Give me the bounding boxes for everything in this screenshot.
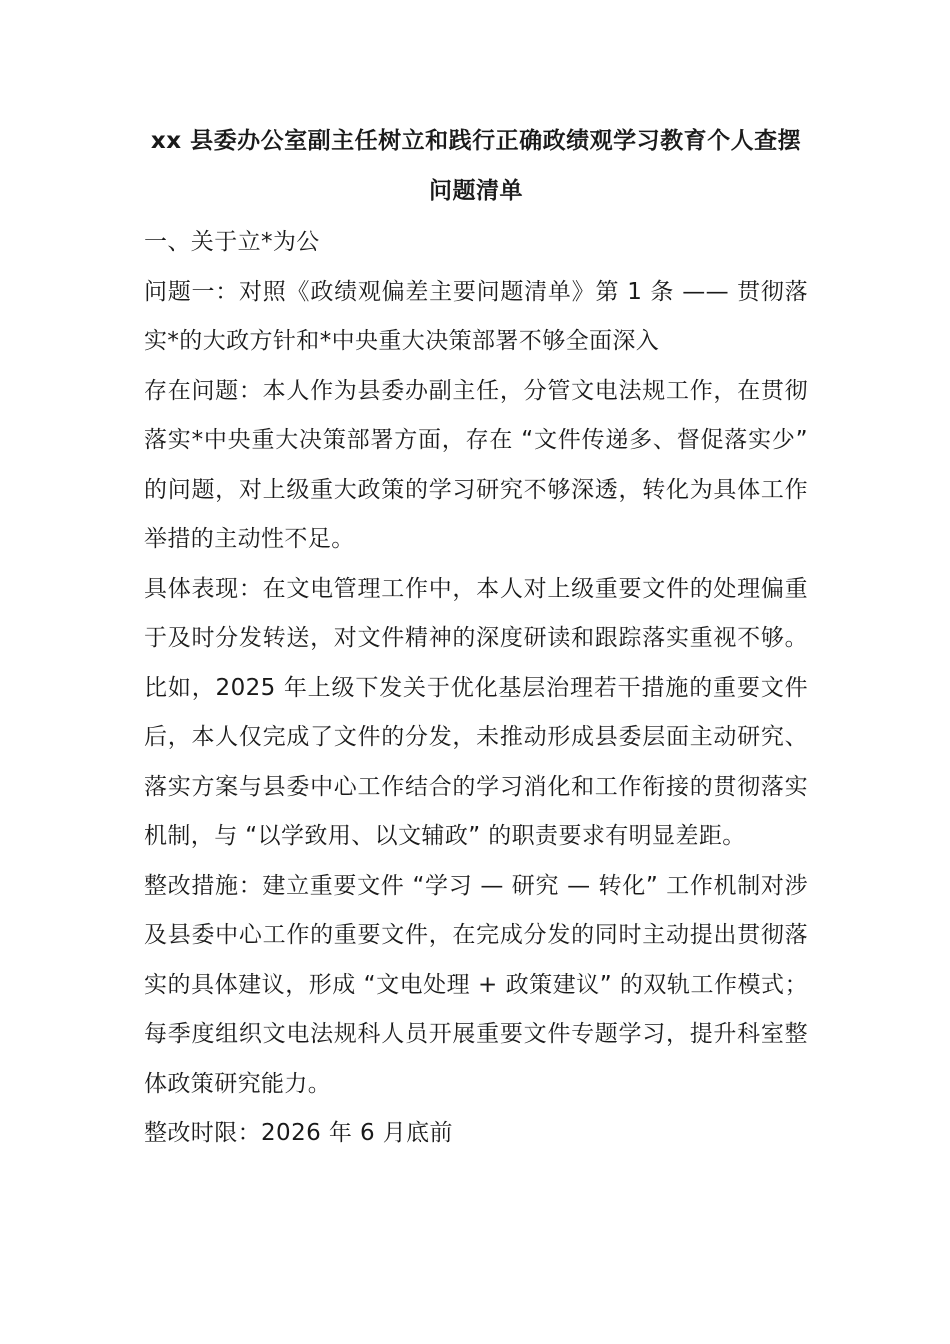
section-heading: 一、关于立*为公: [144, 229, 320, 255]
document-title: [144, 116, 808, 216]
specific-manifestation-paragraph: 具体表现：在文电管理工作中，本人对上级重要文件的处理偏重于及时分发转送，对文件精神的深度研读和跟踪落实重视不够。比如，2025 年上级下发关于优化基层治理若干措施的重要文件后，本人仅完成了文件的分发，未推动形成县委层面主动研究、落实方案与县委中心工作结合的学习消化和工作衔接的贯彻落实机制，与 “以学致用、以文辅政” 的职责要求有明显差距。: [144, 575, 808, 849]
title-line-1: xx 县委办公室副主任树立和践行正确政绩观学习教育个人查摆: [150, 128, 802, 154]
document-body: [144, 116, 808, 1159]
existing-problem-paragraph: 存在问题：本人作为县委办副主任，分管文电法规工作，在贯彻落实*中央重大决策部署方面，存在 “文件传递多、督促落实少” 的问题，对上级重大政策的学习研究不够深透，转化为具体工作举措的主动性不足。: [144, 377, 808, 552]
rectification-deadline-paragraph: 整改时限：2026 年 6 月底前: [144, 1120, 453, 1146]
problem-heading-paragraph: 问题一：对照《政绩观偏差主要问题清单》第 1 条 —— 贯彻落实*的大政方针和*中央重大决策部署不够全面深入: [144, 278, 808, 354]
title-line-2: 问题清单: [429, 178, 523, 204]
rectification-measures-paragraph: 整改措施：建立重要文件 “学习 — 研究 — 转化” 工作机制对涉及县委中心工作的重要文件，在完成分发的同时主动提出贯彻落实的具体建议，形成 “文电处理 + 政策建议” 的双轨工作模式；每季度组织文电法规科人员开展重要文件专题学习，提升科室整体政策研究能力。: [144, 872, 808, 1097]
